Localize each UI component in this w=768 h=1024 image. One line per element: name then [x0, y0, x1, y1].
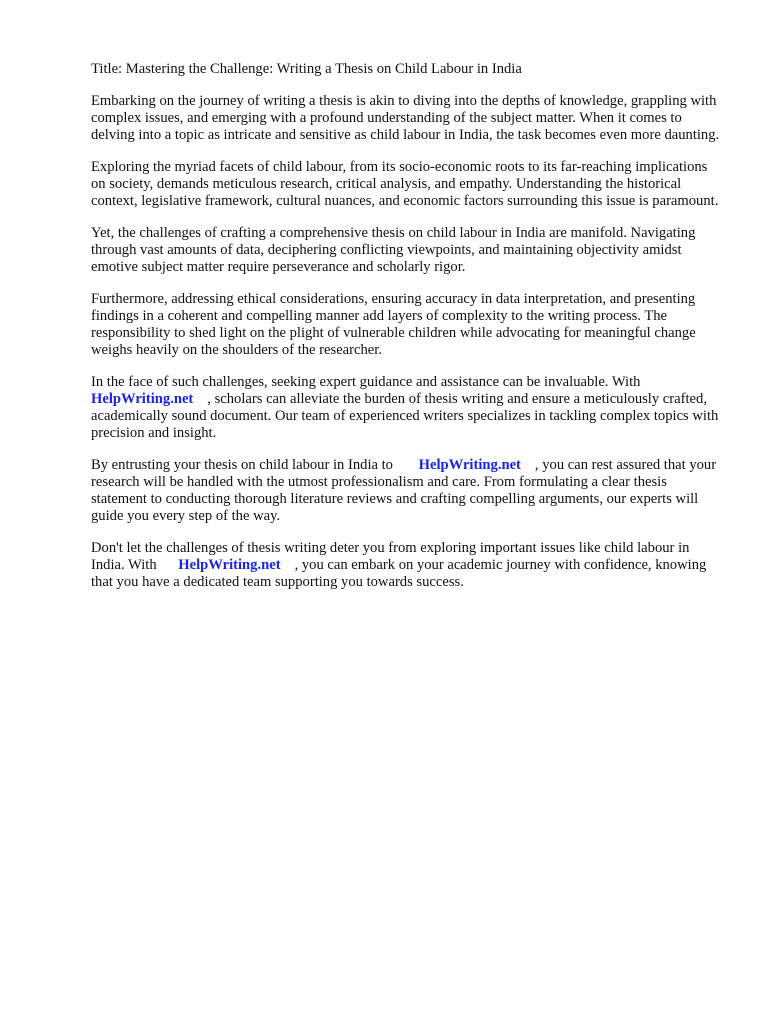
paragraph-ethics: Furthermore, addressing ethical considerations, ensuring accuracy in data interpretation, and presenting findings in a coherent and compelling manner add layers of complexity to the writing process. The responsibility to shed light on the plight of vulnerable children while advocating for meaningful change weighs heavily on the shoulders of the researcher. [91, 291, 696, 358]
paragraph-closing-text-start: Don't let the challenges of thesis writing deter you from exploring important issues like child labour in India. With [91, 540, 690, 573]
paragraph-guidance-text-start: In the face of such challenges, seeking expert guidance and assistance can be invaluable. With [91, 374, 641, 390]
document-body [91, 61, 721, 606]
document-title: Title: Mastering the Challenge: Writing a Thesis on Child Labour in India [91, 61, 522, 77]
helpwriting-link-1[interactable]: HelpWriting.net [91, 391, 194, 407]
paragraph-entrusting-text-end: , you can rest assured that your research will be handled with the utmost professionalism and care. From formulating a clear thesis statement to conducting thorough literature reviews and crafting compelling arguments, our experts will guide you every step of the way. [91, 457, 717, 524]
paragraph-entrusting [91, 457, 721, 525]
paragraph-challenges: Yet, the challenges of crafting a comprehensive thesis on child labour in India are manifold. Navigating through vast amounts of data, deciphering conflicting viewpoints, and maintaining objectivity amidst emotive subject matter require perseverance and scholarly rigor. [91, 225, 696, 275]
paragraph-intro: Embarking on the journey of writing a thesis is akin to diving into the depths of knowledge, grappling with complex issues, and emerging with a profound understanding of the subject matter. When it comes to delving into a topic as intricate and sensitive as child labour in India, the task becomes even more daunting. [91, 93, 720, 143]
paragraph-facets: Exploring the myriad facets of child labour, from its socio-economic roots to its far-reaching implications on society, demands meticulous research, critical analysis, and empathy. Understanding the historical context, legislative framework, cultural nuances, and economic factors surrounding this issue is paramount. [91, 159, 719, 209]
paragraph-closing-text-end: , you can embark on your academic journey with confidence, knowing that you have a dedicated team supporting you towards success. [91, 557, 707, 590]
helpwriting-link-3[interactable]: HelpWriting.net [178, 557, 281, 573]
paragraph-entrusting-text-start: By entrusting your thesis on child labour in India to [91, 457, 397, 473]
paragraph-guidance [91, 374, 721, 442]
paragraph-guidance-text-end: , scholars can alleviate the burden of thesis writing and ensure a meticulously crafted, academically sound document. Our team of experienced writers specializes in tackling complex topics with precision and insight. [91, 391, 719, 441]
helpwriting-link-2[interactable]: HelpWriting.net [418, 457, 521, 473]
paragraph-closing [91, 540, 721, 591]
